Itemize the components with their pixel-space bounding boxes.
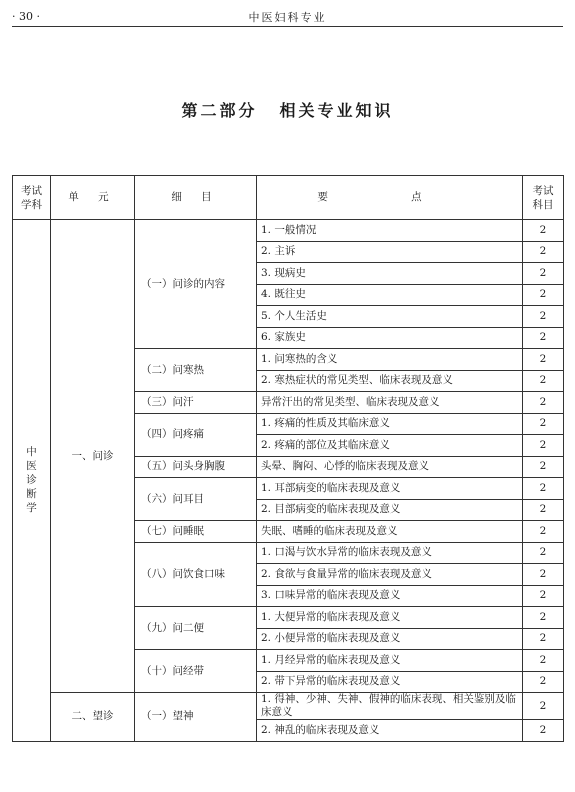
item-cell: （六）问耳目 xyxy=(135,478,257,521)
level-cell: 2 xyxy=(523,456,564,478)
level-cell: 2 xyxy=(523,370,564,392)
level-cell: 2 xyxy=(523,349,564,371)
subject-name: 中医诊断学 xyxy=(26,446,37,515)
point-cell: 4. 既往史 xyxy=(257,284,523,306)
level-cell: 2 xyxy=(523,720,564,742)
point-cell: 2. 食欲与食量异常的临床表现及意义 xyxy=(257,564,523,586)
header-level: 考试科目 xyxy=(523,176,564,220)
level-cell: 2 xyxy=(523,413,564,435)
point-cell: 异常汗出的常见类型、临床表现及意义 xyxy=(257,392,523,414)
point-cell: 1. 一般情况 xyxy=(257,220,523,242)
level-cell: 2 xyxy=(523,650,564,672)
level-cell: 2 xyxy=(523,585,564,607)
level-cell: 2 xyxy=(523,306,564,328)
point-cell: 5. 个人生活史 xyxy=(257,306,523,328)
item-cell: （七）问睡眠 xyxy=(135,521,257,543)
unit-cell: 一、问诊 xyxy=(51,220,135,693)
level-cell: 2 xyxy=(523,263,564,285)
point-cell: 2. 小便异常的临床表现及意义 xyxy=(257,628,523,650)
item-cell: （八）问饮食口味 xyxy=(135,542,257,607)
subject-cell xyxy=(13,220,51,742)
level-cell: 2 xyxy=(523,392,564,414)
page-header xyxy=(12,6,563,27)
point-cell: 1. 问寒热的含义 xyxy=(257,349,523,371)
point-cell: 3. 现病史 xyxy=(257,263,523,285)
section-part: 第二部分 xyxy=(181,101,258,120)
level-cell: 2 xyxy=(523,435,564,457)
section-title xyxy=(0,98,575,121)
point-cell: 头晕、胸闷、心悸的临床表现及意义 xyxy=(257,456,523,478)
point-cell: 2. 主诉 xyxy=(257,241,523,263)
point-cell: 2. 带下异常的临床表现及意义 xyxy=(257,671,523,693)
point-cell: 1. 月经异常的临床表现及意义 xyxy=(257,650,523,672)
header-subject: 考试学科 xyxy=(13,176,51,220)
point-cell: 6. 家族史 xyxy=(257,327,523,349)
item-cell: （九）问二便 xyxy=(135,607,257,650)
syllabus-table xyxy=(12,175,564,742)
level-cell: 2 xyxy=(523,564,564,586)
table-body xyxy=(13,220,564,742)
point-cell: 3. 口味异常的临床表现及意义 xyxy=(257,585,523,607)
item-cell: （十）问经带 xyxy=(135,650,257,693)
point-cell: 2. 寒热症状的常见类型、临床表现及意义 xyxy=(257,370,523,392)
point-cell: 2. 目部病变的临床表现及意义 xyxy=(257,499,523,521)
point-cell: 2. 疼痛的部位及其临床意义 xyxy=(257,435,523,457)
header-point: 要 点 xyxy=(257,176,523,220)
level-cell: 2 xyxy=(523,628,564,650)
item-cell: （五）问头身胸腹 xyxy=(135,456,257,478)
level-cell: 2 xyxy=(523,220,564,242)
item-cell: （四）问疼痛 xyxy=(135,413,257,456)
item-cell: （一）望神 xyxy=(135,693,257,742)
page-number: · 30 · xyxy=(12,10,40,23)
header-unit: 单 元 xyxy=(51,176,135,220)
table-header-row xyxy=(13,176,564,220)
level-cell: 2 xyxy=(523,284,564,306)
unit-cell: 二、望诊 xyxy=(51,693,135,742)
item-cell: （二）问寒热 xyxy=(135,349,257,392)
table-row xyxy=(13,693,564,720)
level-cell: 2 xyxy=(523,327,564,349)
level-cell: 2 xyxy=(523,693,564,720)
section-name: 相关专业知识 xyxy=(279,101,394,120)
point-cell: 1. 口渴与饮水异常的临床表现及意义 xyxy=(257,542,523,564)
running-title: 中医妇科专业 xyxy=(248,11,327,24)
level-cell: 2 xyxy=(523,542,564,564)
level-cell: 2 xyxy=(523,478,564,500)
header-item: 细 目 xyxy=(135,176,257,220)
point-cell: 1. 疼痛的性质及其临床意义 xyxy=(257,413,523,435)
level-cell: 2 xyxy=(523,499,564,521)
level-cell: 2 xyxy=(523,241,564,263)
point-cell: 1. 耳部病变的临床表现及意义 xyxy=(257,478,523,500)
level-cell: 2 xyxy=(523,671,564,693)
item-cell: （三）问汗 xyxy=(135,392,257,414)
point-cell: 1. 大便异常的临床表现及意义 xyxy=(257,607,523,629)
point-cell: 2. 神乱的临床表现及意义 xyxy=(257,720,523,742)
item-cell: （一）问诊的内容 xyxy=(135,220,257,349)
point-cell: 1. 得神、少神、失神、假神的临床表现、相关鉴别及临床意义 xyxy=(257,693,523,720)
level-cell: 2 xyxy=(523,607,564,629)
table-row xyxy=(13,220,564,242)
point-cell: 失眠、嗜睡的临床表现及意义 xyxy=(257,521,523,543)
level-cell: 2 xyxy=(523,521,564,543)
